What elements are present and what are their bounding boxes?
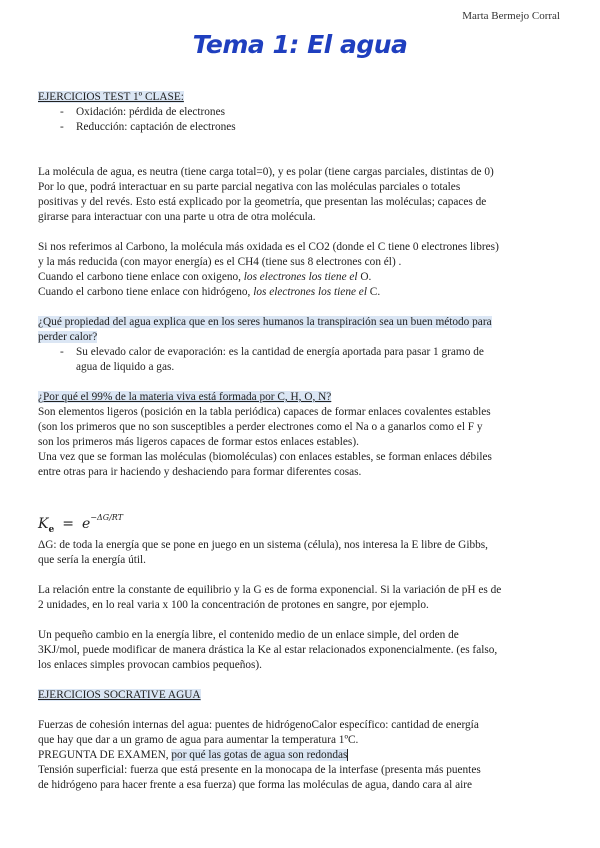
paragraph-line: La molécula de agua, es neutra (tiene carga total=0), y es polar (tiene cargas parciales, distintas de 0) xyxy=(38,166,494,178)
author-name: Marta Bermejo Corral xyxy=(462,10,560,22)
paragraph-line: Tensión superficial: fuerza que está presente en la monocapa de la interfase (presenta más puentes xyxy=(38,764,481,776)
paragraph-line: 2 unidades, en lo real varia x 100 la concentración de protones en sangre, por ejemplo. xyxy=(38,599,429,611)
paragraph-line: Fuerzas de cohesión internas del agua: puentes de hidrógenoCalor específico: cantidad de energía xyxy=(38,719,479,731)
document-body xyxy=(38,90,560,793)
question-heading: ¿Qué propiedad del agua explica que en los seres humanos la transpiración sea un buen método para xyxy=(38,316,492,328)
paragraph-line: 3KJ/mol, puede modificar de manera drástica la Ke al estar relacionados exponencialmente. (es falso, xyxy=(38,644,498,656)
paragraph-line: Por lo que, podrá interactuar en su parte parcial negativa con las moléculas parciales o totales xyxy=(38,181,461,193)
paragraph-line: (son los primeros que no son susceptibles a perder electrones como el Na o a ganarlos como el F y xyxy=(38,421,483,433)
paragraph-line: y la más reducida (con mayor energía) es el CH4 (tiene sus 8 electrones con él) . xyxy=(38,256,402,268)
paragraph-line: La relación entre la constante de equilibrio y la G es de forma exponencial. Si la variación de pH es de xyxy=(38,584,502,596)
paragraph-line: entre otras para ir haciendo y deshaciendo para formar diferentes cosas. xyxy=(38,466,362,478)
paragraph-line: ΔG: de toda la energía que se pone en juego en un sistema (célula), nos interesa la E libre de Gibbs, xyxy=(38,539,488,551)
paragraph-line: de hidrógeno para hacer frente a esa fuerza) que forma las moléculas de agua, dando cara al aire xyxy=(38,779,473,791)
paragraph-line: los enlaces simples provocan cambios pequeños). xyxy=(38,659,262,671)
paragraph-line: que hay que dar a un gramo de agua para aumentar la temperatura 1ºC. xyxy=(38,734,359,746)
section-heading-test: EJERCICIOS TEST 1º CLASE: xyxy=(38,91,184,103)
paragraph-line: Una vez que se forman las moléculas (biomoléculas) con enlaces estables, se forman enlaces débiles xyxy=(38,451,492,463)
page-title: Tema 1: El agua xyxy=(192,30,408,59)
section-heading-socrative: EJERCICIOS SOCRATIVE AGUA xyxy=(38,689,201,701)
list-item: - Reducción: captación de electrones xyxy=(60,120,560,135)
paragraph-line: girarse para interactuar con una parte u otra de otra molécula. xyxy=(38,211,316,223)
answer-list xyxy=(38,345,560,375)
redox-list xyxy=(38,105,560,135)
paragraph-line: PREGUNTA DE EXAMEN, por qué las gotas de agua son redondas xyxy=(38,749,348,761)
list-item: - Oxidación: pérdida de electrones xyxy=(60,105,560,120)
paragraph-line: Son elementos ligeros (posición en la tabla periódica) capaces de formar enlaces covalentes estables xyxy=(38,406,491,418)
paragraph-line: positivas y del revés. Esto está explicado por la geometría, que presentan las moléculas; capaces de xyxy=(38,196,487,208)
list-item: - Su elevado calor de evaporación: es la cantidad de energía aportada para pasar 1 gramo de agua de liquido a gas. xyxy=(60,345,560,375)
paragraph-line: Cuando el carbono tiene enlace con hidrógeno, los electrones los tiene el C. xyxy=(38,286,381,298)
paragraph-line: Un pequeño cambio en la energía libre, el contenido medio de un enlace simple, del orden de xyxy=(38,629,459,641)
question-heading: perder calor? xyxy=(38,331,98,343)
paragraph-line: son los primeros más ligeros capaces de formar estos enlaces estables). xyxy=(38,436,359,448)
paragraph-line: Si nos referimos al Carbono, la molécula más oxidada es el CO2 (donde el C tiene 0 electrones libres) xyxy=(38,241,499,253)
paragraph-line: que sería la energía útil. xyxy=(38,554,147,566)
question-heading: ¿Por qué el 99% de la materia viva está formada por C, H, O, N? xyxy=(38,391,332,403)
paragraph-line: Cuando el carbono tiene enlace con oxigeno, los electrones los tiene el O. xyxy=(38,271,372,283)
highlighted-selection: por qué las gotas de agua son redondas xyxy=(171,749,348,761)
equilibrium-formula: $K_e = e^{-\Delta G/RT}$ xyxy=(38,513,124,535)
